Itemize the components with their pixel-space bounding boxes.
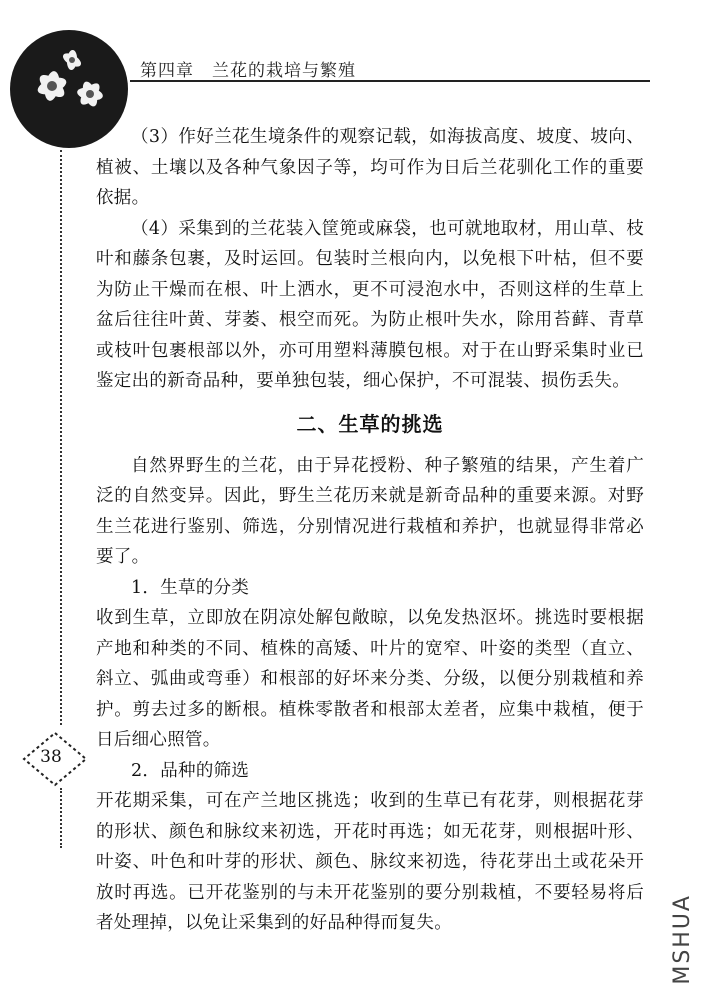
subsection-2-title: 2．品种的筛选 bbox=[131, 760, 250, 781]
subsection-1-title: 1．生草的分类 bbox=[131, 577, 250, 598]
section-intro: 自然界野生的兰花，由于异花授粉、种子繁殖的结果，产生着广泛的自然变异。因此，野生兰花历来就是新奇品种的重要来源。对野生兰花进行鉴别、筛选，分别情况进行栽植和养护，也就显得非常必要了。 bbox=[96, 455, 644, 567]
header-rule bbox=[130, 80, 650, 82]
running-head: 第四章 兰花的栽培与繁殖 bbox=[140, 61, 356, 81]
paragraph-3: （3）作好兰花生境条件的观察记载，如海拔高度、坡度、坡向、植被、土壤以及各种气象因子等，均可作为日后兰花驯化工作的重要依据。 bbox=[96, 127, 644, 208]
margin-dotted-line-lower bbox=[60, 788, 62, 848]
paragraph-4: （4）采集到的兰花装入筐篼或麻袋，也可就地取材，用山草、枝叶和藤条包裹，及时运回。包装时兰根向内，以免根下叶枯，但不要为防止干燥而在根、叶上洒水，更不可浸泡水中，否则这样的生草上盆后往往叶黄、芽萎、根空而死。为防止根叶失水，除用苔藓、青草或枝叶包裹根部以外，亦可用塑料薄膜包根。对于在山野采集时业已鉴定出的新奇品种，要单独包装，细心保护，不可混装、损伤丢失。 bbox=[96, 218, 644, 391]
section-title: 二、生草的挑选 bbox=[296, 411, 444, 436]
page-number: 38 bbox=[40, 747, 62, 767]
subsection-1-text: 收到生草，立即放在阴凉处解包敞晾，以免发热沤坏。挑选时要根据产地和种类的不同、植株的高矮、叶片的宽窄、叶姿的类型（直立、斜立、弧曲或弯垂）和根部的好坏来分类、分级，以便分别栽植和养护。剪去过多的断根。植株零散者和根部太差者，应集中栽植，便于日后细心照管。 bbox=[96, 608, 644, 750]
margin-dotted-line bbox=[60, 150, 62, 725]
watermark: MSHUA bbox=[670, 894, 695, 985]
subsection-2-text: 开花期采集，可在产兰地区挑选；收到的生草已有花芽，则根据花芽的形状、颜色和脉纹来初选，开花时再选；如无花芽，则根据叶形、叶姿、叶色和叶芽的形状、颜色、脉纹来初选，待花芽出土或花朵开放时再选。已开花鉴别的与未开花鉴别的要分别栽植，不要轻易将后者处理掉，以免让采集到的好品种得而复失。 bbox=[96, 791, 644, 933]
page-body bbox=[96, 122, 644, 939]
